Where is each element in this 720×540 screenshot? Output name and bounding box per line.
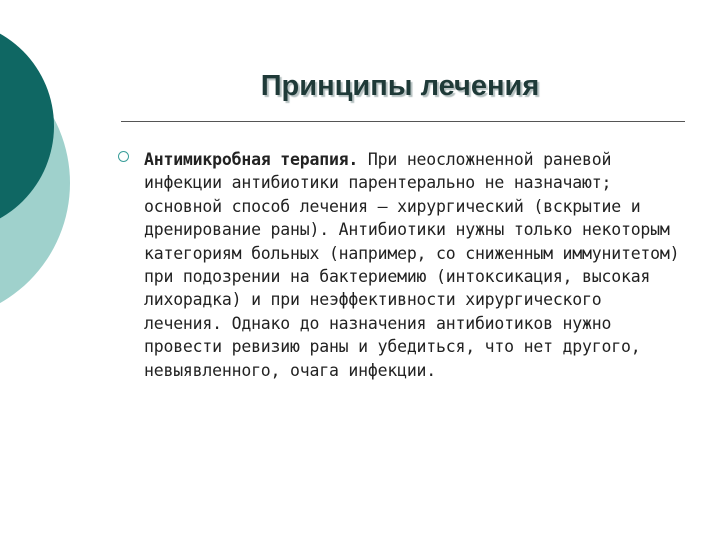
ring-bullet-icon — [118, 151, 129, 162]
bullet-text — [144, 148, 688, 382]
bullet-body: При неосложненной раневой инфекции антибиотики парентерально не назначают; основной способ лечения – хирургический (вскрытие и дренирование раны). Антибиотики нужны только некоторым категориям больных (например, со сниженным иммунитетом) при подозрении на бактериемию (интоксикация, высокая лихорадка) и при неэффективности хирургического лечения. Однако до назначения антибиотиков нужно провести ревизию раны и убедиться, что нет другого, невыявленного, очага инфекции. — [144, 150, 680, 380]
title-divider — [121, 121, 685, 122]
bullet-lead: Антимикробная терапия. — [144, 150, 359, 169]
slide-title: Принципы лечения — [260, 70, 540, 102]
